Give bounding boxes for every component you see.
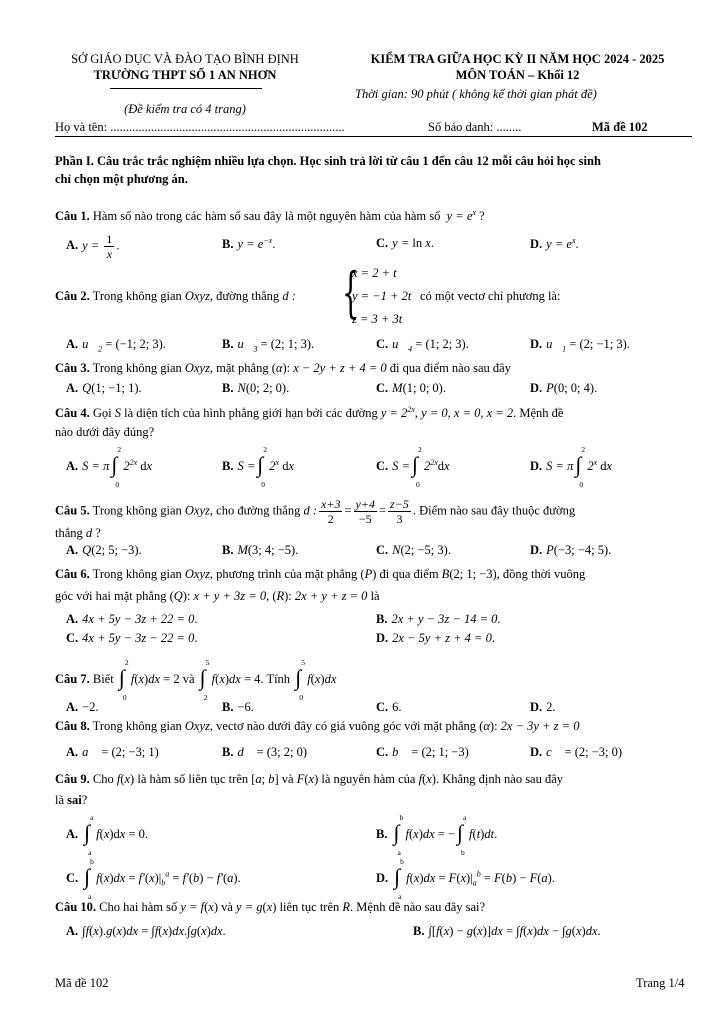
part1-title-line2: chỉ chọn một phương án. <box>55 172 188 186</box>
exam-duration: Thời gian: 90 phút ( không kể thời gian phát đề) <box>355 87 597 101</box>
q1-option-b[interactable]: B. $y = e^{-x}$. <box>222 236 276 252</box>
question-4-line2: nào dưới đây đúng? <box>55 425 155 439</box>
student-id-field: Số báo danh: ........ <box>428 120 522 134</box>
q5-option-b[interactable]: B. M(3; 4; −5). <box>222 543 299 557</box>
q8-option-c[interactable]: C. b⃗ = (2; 1; −3) <box>376 745 469 759</box>
q9-option-a[interactable]: A. a ∫ a f(x)dx = 0. <box>66 813 149 857</box>
school-name: TRƯỜNG THPT SỐ 1 AN NHƠN <box>93 68 277 82</box>
question-7: Câu 7. Biết 2 ∫ 0 f(x)dx = 2 và 5 ∫ 2 f(x)dx = 4. Tính 5 ∫ 0 f(x)dx <box>55 658 337 702</box>
q4-option-c[interactable]: C. S = 2 ∫ 0 $2^{2x}dx$ <box>376 445 450 489</box>
q3-option-c[interactable]: C. M(1; 0; 0). <box>376 381 446 395</box>
question-2-tail: có một vectơ chỉ phương là: <box>420 289 561 303</box>
q8-option-a[interactable]: A. a⃗ = (2; −3; 1) <box>66 745 159 759</box>
q4-option-b[interactable]: B. S = 2 ∫ 0 2$^x$ dx <box>222 445 295 489</box>
question-5-line2: thẳng d ? <box>55 526 101 540</box>
school-underline <box>110 88 262 89</box>
q3-option-a[interactable]: A. Q(1; −1; 1). <box>66 381 142 395</box>
q7-option-b[interactable]: B. −6. <box>222 700 254 714</box>
q2-option-a[interactable]: A. $u⃗_2 = (-1$; 2; 3). <box>66 337 166 354</box>
question-6: Câu 6. Trong không gian Oxyz, phương trình của mặt phẳng (P) đi qua điểm B(2; 1; −3), đồng thời vuông <box>55 567 586 581</box>
footer-exam-code: Mã đề 102 <box>55 976 109 990</box>
question-6-line2: góc với hai mặt phẳng (Q): x + y + 3z = 0, (R): 2x + y + z = 0 là <box>55 589 380 603</box>
q2-option-d[interactable]: D. $u⃗_1 = (2$; −1; 3). <box>530 337 630 354</box>
question-8: Câu 8. Trong không gian Oxyz, vectơ nào dưới đây có giá vuông góc với mặt phẳng (α): 2x − 3y + z = 0 <box>55 719 580 733</box>
question-9: Câu 9. Cho f(x) là hàm số liên tục trên [a; b] và F(x) là nguyên hàm của f(x). Khẳng định nào sau đây <box>55 772 564 786</box>
q8-option-b[interactable]: B. d⃗ = (3; 2; 0) <box>222 745 308 759</box>
q9-option-b[interactable]: B. b ∫ a f(x)dx = − a ∫ b f(t)dt. <box>376 813 498 857</box>
q5-option-c[interactable]: C. N(2; −5; 3). <box>376 543 451 557</box>
q7-option-d[interactable]: D. 2. <box>530 700 556 714</box>
footer-page-number: Trang 1/4 <box>636 976 685 990</box>
q2-system-line2: y = −1 + 2t <box>352 289 412 303</box>
q8-option-d[interactable]: D. c⃗ = (2; −3; 0) <box>530 745 623 759</box>
department-name: SỞ GIÁO DỤC VÀ ĐÀO TẠO BÌNH ĐỊNH <box>71 52 299 66</box>
q7-option-a[interactable]: A. −2. <box>66 700 99 714</box>
subject-title: MÔN TOÁN – Khối 12 <box>455 68 580 82</box>
q2-system-line3: z = 3 + 3t <box>352 312 403 326</box>
header-divider <box>55 136 692 137</box>
q7-option-c[interactable]: C. 6. <box>376 700 402 714</box>
question-5: Câu 5. Trong không gian Oxyz, cho đường thẳng d : $\frac{x+3}{2}$ = $\frac{y+4}{-5}$ = $\frac{z-5}{3}$ . Điểm nào sau đây thuộc đường <box>55 497 576 526</box>
q5-option-a[interactable]: A. Q(2; 5; −3). <box>66 543 142 557</box>
question-4: Câu 4. Gọi S là diện tích của hình phẳng giới hạn bởi các đường $y = 2^{2x}$, y = 0, x = 0, x = 2. Mệnh đề <box>55 405 564 421</box>
page-count-note: (Đề kiểm tra có 4 trang) <box>124 102 246 116</box>
q5-option-d[interactable]: D. P(−3; −4; 5). <box>530 543 612 557</box>
q6-option-d[interactable]: D. 2x − 5y + z + 4 = 0. <box>376 631 495 645</box>
q1-option-c[interactable]: C. y = ln x. <box>376 236 434 250</box>
q3-option-b[interactable]: B. N(0; 2; 0). <box>222 381 290 395</box>
q10-option-a[interactable]: A. ∫f(x).g(x)dx = ∫f(x)dx.∫g(x)dx. <box>66 924 226 938</box>
q4-option-a[interactable]: A. S = π 2 ∫ 0 $2^{2x}$ dx <box>66 445 153 489</box>
q1-option-a[interactable]: A. y = $\frac{1}{x}$ . <box>66 232 120 261</box>
q2-system-line1: x = 2 + t <box>352 266 397 280</box>
q2-option-c[interactable]: C. $u⃗_4 = (1$; 2; 3). <box>376 337 469 354</box>
question-1: Câu 1. Hàm số nào trong các hàm số sau đây là một nguyên hàm của hàm số $y = e^x$ ? <box>55 208 485 224</box>
q3-option-d[interactable]: D. P(0; 0; 4). <box>530 381 598 395</box>
exam-title: KIỂM TRA GIỮA HỌC KỲ II NĂM HỌC 2024 - 2025 <box>370 52 665 66</box>
q9-option-d[interactable]: D. b ∫ a $f(x)dx = F(x)|_a^b = F(b) - F(a)$. <box>376 857 555 901</box>
exam-code: Mã đề 102 <box>592 120 648 134</box>
q4-option-d[interactable]: D. S = π 2 ∫ 0 2$^x$ dx <box>530 445 613 489</box>
q6-option-c[interactable]: C. 4x + 5y − 3z − 22 = 0. <box>66 631 198 645</box>
question-9-line2: là sai? <box>55 793 88 807</box>
q10-option-b[interactable]: B. ∫[f(x) − g(x)]dx = ∫f(x)dx − ∫g(x)dx. <box>413 924 601 938</box>
q9-option-c[interactable]: C. b ∫ a $f(x)dx = f'(x)|_b^a = f'(b) - f'(a)$. <box>66 857 241 901</box>
student-name-field: Họ và tên: ........................................................................... <box>55 120 345 134</box>
q1-option-d[interactable]: D. $y = e^x$. <box>530 236 579 252</box>
part1-title-line1: Phần I. Câu trắc trắc nghiệm nhiều lựa chọn. Học sinh trả lời từ câu 1 đến câu 12 mỗi câu hỏi học sinh <box>55 154 601 168</box>
question-10: Câu 10. Cho hai hàm số y = f(x) và y = g(x) liên tục trên R. Mệnh đề nào sau đây sai? <box>55 900 486 914</box>
q6-option-b[interactable]: B. 2x + y − 3z − 14 = 0. <box>376 612 501 626</box>
q6-option-a[interactable]: A. 4x + 5y − 3z + 22 = 0. <box>66 612 198 626</box>
system-brace: { <box>342 261 360 324</box>
question-2: Câu 2. Trong không gian Oxyz, đường thẳng d : <box>55 289 296 303</box>
question-3: Câu 3. Trong không gian Oxyz, mặt phẳng (α): x − 2y + z + 4 = 0 đi qua điểm nào sau đây <box>55 361 511 375</box>
q2-option-b[interactable]: B. $u⃗_3 = (2$; 1; 3). <box>222 337 315 354</box>
